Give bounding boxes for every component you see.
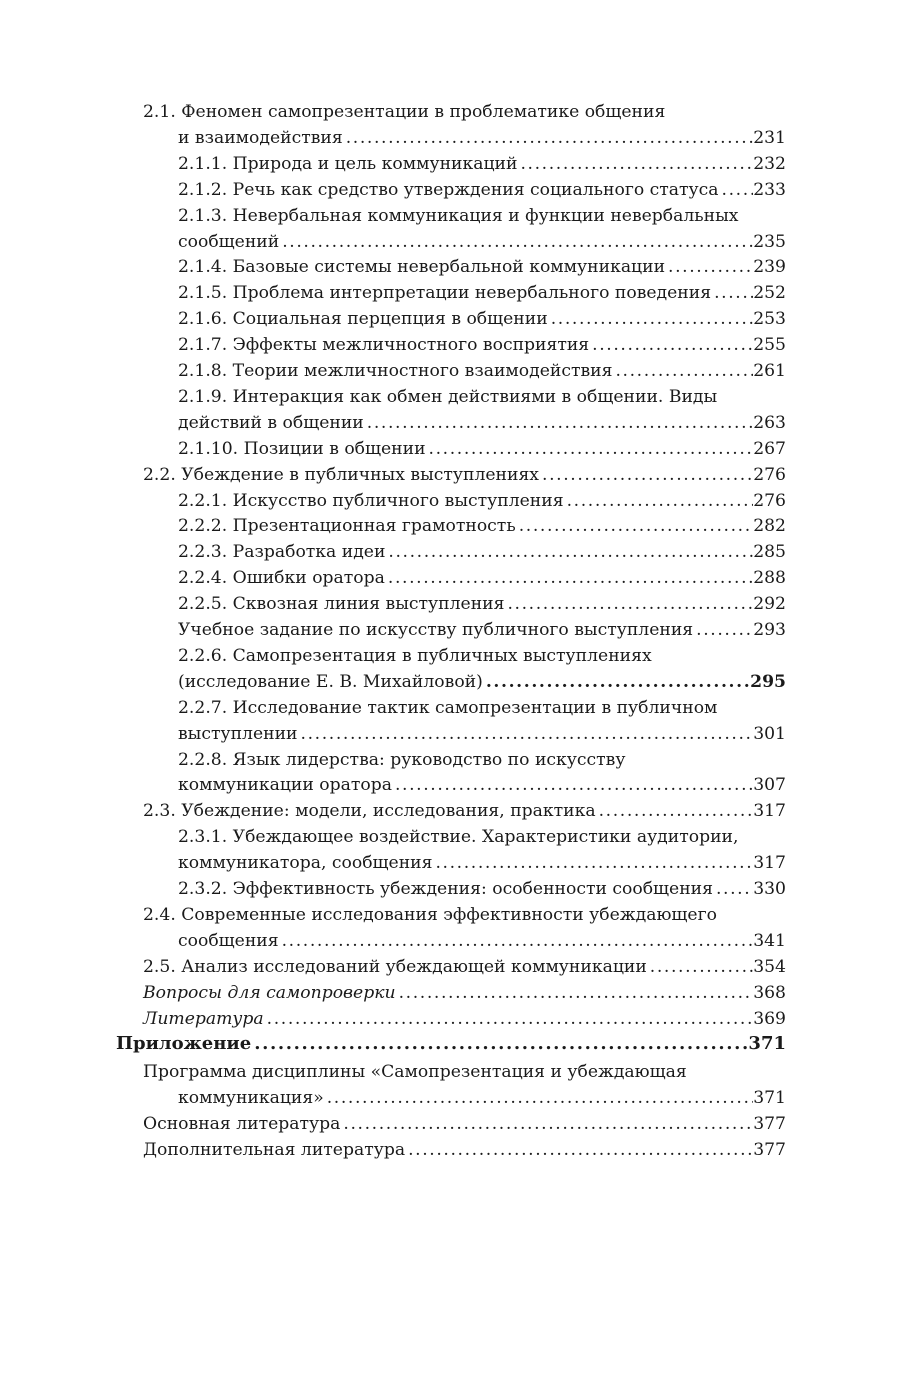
toc-dot-leader: [589, 333, 753, 357]
toc-page-number: 371: [753, 1088, 786, 1109]
toc-page-number: 317: [753, 853, 786, 874]
toc-entry-title: Дополнительная литература: [143, 1140, 406, 1160]
toc-dot-leader: [564, 489, 754, 513]
toc-dot-leader: [364, 411, 753, 435]
toc-dot-leader: [647, 955, 753, 979]
toc-page-number: 231: [753, 127, 786, 148]
toc-dot-leader: [324, 1086, 753, 1110]
toc-page-number: 261: [753, 361, 786, 381]
toc-dot-leader: [343, 126, 753, 150]
toc-dot-leader: [719, 178, 754, 202]
toc-dot-leader: [612, 359, 753, 383]
toc-entry-title: 2.1.6. Социальная перцепция в общении: [178, 309, 548, 330]
toc-dot-leader: [264, 1007, 754, 1031]
toc-entry-title: 2.2.5. Сквозная линия выступления: [178, 594, 505, 615]
toc-entry-title: 2.2.1. Искусство публичного выступления: [178, 490, 564, 511]
toc-entry-title: выступлении: [178, 723, 298, 744]
toc-dot-leader: [279, 929, 754, 953]
toc-entry-title: 2.2.3. Разработка идеи: [178, 542, 386, 563]
toc-entry-title: 2.2.2. Презентационная грамотность: [178, 516, 516, 537]
toc-page-number: 301: [753, 723, 786, 744]
toc-page-number: 377: [753, 1140, 786, 1160]
toc-dot-leader: [405, 1138, 753, 1162]
toc-entry-title: действий в общении: [178, 412, 364, 433]
toc-dot-leader: [396, 981, 754, 1005]
toc-page-number: 371: [748, 1033, 786, 1055]
toc-page-number: 307: [753, 775, 786, 796]
toc-entry-title: 2.1.7. Эффекты межличностного восприятия: [178, 335, 590, 356]
toc-entry-title: 2.1.5. Проблема интерпретации невербального поведения: [178, 283, 712, 304]
toc-entry-title: 2.5. Анализ исследований убеждающей коммуникации: [143, 956, 647, 977]
toc-page-number: 276: [753, 490, 786, 511]
toc-entry-title: Учебное задание по искусству публичного выступления: [178, 620, 694, 640]
toc-page-number: 354: [753, 956, 786, 977]
toc-page-number: 235: [753, 231, 786, 252]
toc-entry-title-lead: 2.2.6. Самопрезентация в публичных выступлениях: [178, 645, 652, 666]
toc-page-number: 282: [753, 516, 786, 537]
toc-dot-leader: [279, 230, 753, 254]
toc-entry-title-lead: 2.2.7. Исследование тактик самопрезентации в публичном: [178, 697, 718, 718]
toc-dot-leader: [711, 281, 753, 305]
toc-dot-leader: [539, 463, 753, 487]
toc-page-number: 252: [753, 283, 786, 304]
toc-page-number: 330: [753, 879, 786, 899]
toc-entry-title: 2.1.1. Природа и цель коммуникаций: [178, 153, 518, 174]
toc-page-number: 276: [753, 464, 786, 485]
toc-entry-title: Литература: [143, 1008, 264, 1029]
toc-dot-leader: [693, 618, 753, 642]
toc-page-number: 233: [753, 179, 786, 200]
toc-entry-title: 2.2. Убеждение в публичных выступлениях: [143, 464, 539, 485]
toc-dot-leader: [504, 592, 753, 616]
toc-dot-leader: [251, 1032, 748, 1056]
toc-dot-leader: [392, 773, 753, 797]
toc-page-number: 267: [753, 438, 786, 459]
toc-page-number: 255: [753, 335, 786, 356]
toc-entry-title-lead: 2.1.3. Невербальная коммуникация и функции невербальных: [178, 205, 739, 226]
toc-entry-title: Вопросы для самопроверки: [143, 982, 396, 1003]
toc-page-number: 285: [753, 542, 786, 563]
toc-entry-title: 2.1.2. Речь как средство утверждения социального статуса: [178, 179, 719, 200]
toc-dot-leader: [483, 670, 750, 694]
toc-entry-title: 2.3.2. Эффективность убеждения: особенности сообщения: [178, 879, 713, 899]
toc-dot-leader: [426, 437, 754, 461]
toc-dot-leader: [548, 307, 754, 331]
toc-dot-leader: [516, 514, 754, 538]
toc-entry-title: 2.2.4. Ошибки оратора: [178, 568, 385, 589]
toc-page-number: 368: [753, 982, 786, 1003]
toc-page-number: 253: [753, 309, 786, 330]
toc-entry-title: 2.1.10. Позиции в общении: [178, 438, 426, 459]
toc-page-number: 263: [753, 412, 786, 433]
toc-entry-title: Приложение: [116, 1033, 252, 1055]
toc-entry-title-lead: Программа дисциплины «Самопрезентация и убеждающая: [143, 1062, 687, 1083]
toc-entry-title-lead: 2.3.1. Убеждающее воздействие. Характеристики аудитории,: [178, 827, 739, 848]
toc-page-number: 317: [753, 801, 786, 822]
toc-entry-title-lead: 2.2.8. Язык лидерства: руководство по искусству: [178, 749, 626, 770]
toc-entry-title: сообщения: [178, 930, 279, 951]
toc-page-number: 239: [753, 257, 786, 278]
toc-entry-title: 2.3. Убеждение: модели, исследования, практика: [143, 801, 596, 822]
toc-entry-title: сообщений: [178, 231, 280, 252]
toc-dot-leader: [517, 152, 753, 176]
toc-entry-title-lead: 2.1.9. Интеракция как обмен действиями в общении. Виды: [178, 386, 718, 407]
toc-entry-title-lead: 2.1. Феномен самопрезентации в проблематике общения: [143, 102, 666, 122]
toc-page-number: 292: [753, 594, 786, 615]
toc-entry-title: Основная литература: [143, 1114, 341, 1135]
toc-dot-leader: [432, 851, 753, 875]
toc-entry-title: (исследование Е. В. Михайловой): [178, 671, 483, 692]
toc-page-number: 341: [753, 930, 786, 951]
toc-dot-leader: [385, 540, 753, 564]
toc-entry-title-lead: 2.4. Современные исследования эффективности убеждающего: [143, 904, 717, 925]
toc-dot-leader: [665, 255, 753, 279]
toc-dot-leader: [385, 566, 753, 590]
toc-page-number: 369: [753, 1008, 786, 1029]
toc-entry-title: коммуникация»: [178, 1088, 324, 1109]
toc-dot-leader: [596, 799, 754, 823]
toc-dot-leader: [340, 1112, 753, 1136]
toc-page-number: 377: [753, 1114, 786, 1135]
toc-entry-title: коммуникатора, сообщения: [178, 853, 433, 874]
toc-entry-title: 2.1.4. Базовые системы невербальной коммуникации: [178, 257, 666, 278]
toc-page-number: 288: [753, 568, 786, 589]
toc-page-number: 232: [753, 153, 786, 174]
toc-dot-leader: [713, 877, 753, 901]
toc-dot-leader: [298, 722, 754, 746]
toc-page-number: 293: [753, 620, 786, 640]
toc-entry-title: и взаимодействия: [178, 127, 343, 148]
toc-page-number: 295: [750, 671, 786, 692]
toc-entry-title: коммуникации оратора: [178, 775, 392, 796]
toc-entry-title: 2.1.8. Теории межличностного взаимодействия: [178, 361, 613, 381]
